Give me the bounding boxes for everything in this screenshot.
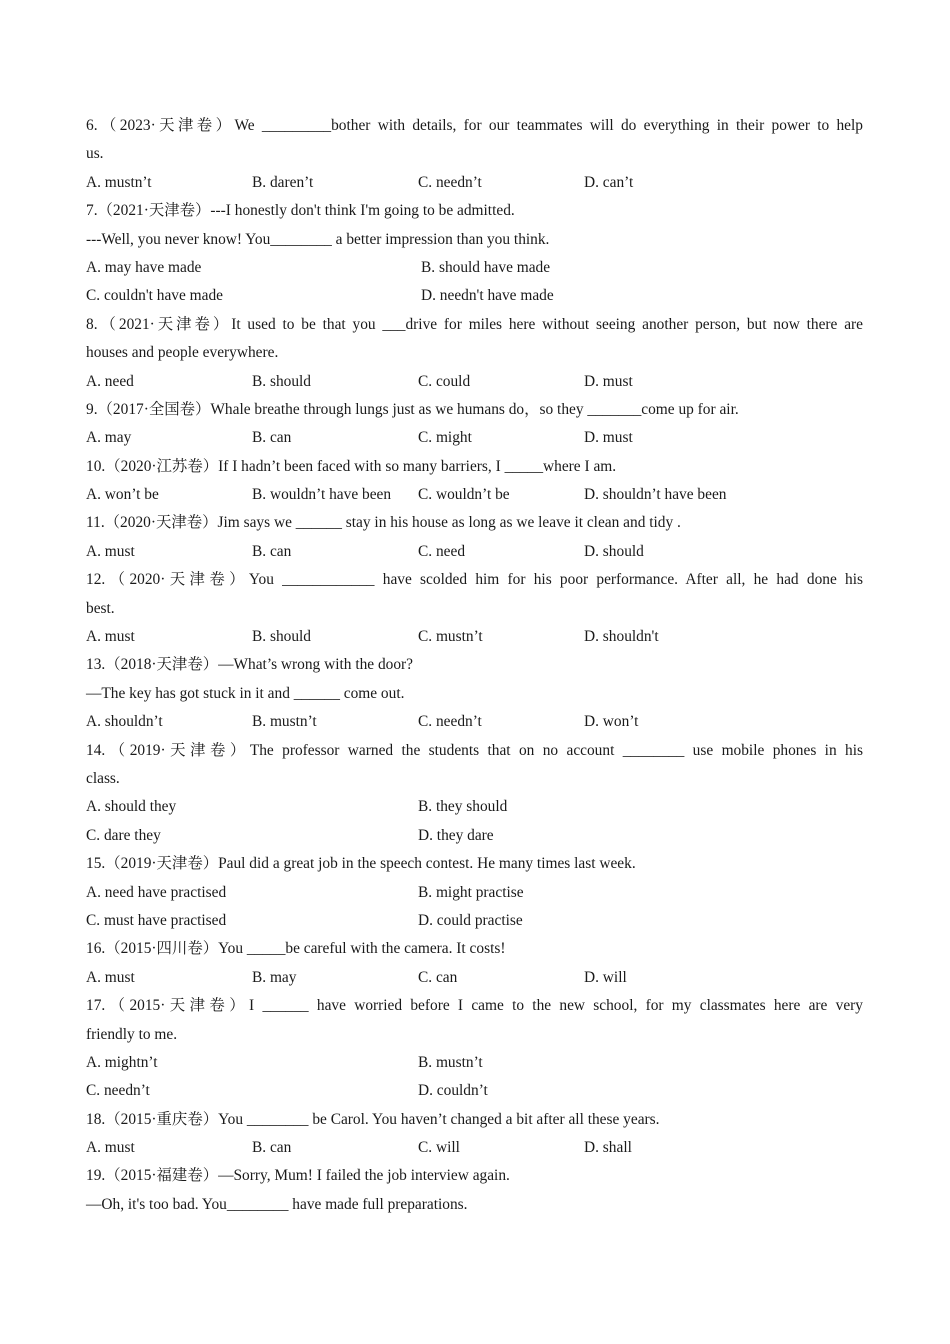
option-a: A. must — [86, 628, 135, 646]
option-d: D. shouldn’t have been — [584, 486, 727, 504]
option-a: A. won’t be — [86, 486, 159, 504]
option-c: C. dare they — [86, 826, 161, 844]
option-a: A. should they — [86, 798, 177, 816]
option-d: D. must — [584, 429, 633, 447]
question-16-stem: 16.（2015·四川卷）You _____be careful with the camera. It costs! — [86, 940, 506, 958]
question-7-options-row-1 — [86, 254, 863, 282]
question-6-stem-line-2: us. — [86, 145, 104, 163]
option-c: C. might — [418, 429, 472, 447]
question-14-stem-line-1: 14.（2019·天津卷）The professor warned the students that on no account ________ use mobile phones in his — [86, 741, 863, 759]
option-b: B. wouldn’t have been — [252, 486, 392, 504]
option-b: B. they should — [418, 798, 508, 816]
option-a: A. mightn’t — [86, 1053, 158, 1071]
option-c: C. wouldn’t be — [418, 486, 510, 504]
option-b: B. should — [252, 628, 312, 646]
question-7-stem-line-2: ---Well, you never know! You________ a better impression than you think. — [86, 230, 550, 248]
option-b: B. can — [252, 542, 292, 560]
option-a: A. need — [86, 372, 134, 390]
option-c: C. must have practised — [86, 911, 227, 929]
option-b: B. should have made — [421, 258, 551, 276]
question-sheet — [86, 112, 863, 1219]
question-18-options — [86, 1134, 863, 1162]
option-d: D. needn't have made — [421, 287, 554, 305]
option-a: A. must — [86, 968, 135, 986]
question-19-stem-line-1: 19.（2015·福建卷）—Sorry, Mum! I failed the job interview again. — [86, 1167, 510, 1185]
question-17-stem-line-2: friendly to me. — [86, 1025, 178, 1043]
question-16-options — [86, 964, 863, 992]
question-17-options-row-1 — [86, 1049, 863, 1077]
question-7-stem-line-1: 7.（2021·天津卷）---I honestly don't think I'm going to be admitted. — [86, 202, 515, 220]
question-8-stem-line-1: 8.（2021·天津卷）It used to be that you ___drive for miles here without seeing another person, but now there are — [86, 315, 863, 333]
option-c: C. can — [418, 968, 458, 986]
option-a: A. must — [86, 542, 135, 560]
question-8-options — [86, 368, 863, 396]
option-c: C. couldn't have made — [86, 287, 223, 305]
question-15-options-row-2 — [86, 907, 863, 935]
question-8-stem-line-2: houses and people everywhere. — [86, 344, 279, 362]
option-a: A. may — [86, 429, 132, 447]
option-b: B. mustn’t — [418, 1053, 483, 1071]
question-6-stem-line-1: 6.（2023·天津卷）We _________bother with details, for our teammates will do everything in their power to help — [86, 117, 863, 134]
option-d: D. could practise — [418, 911, 523, 929]
question-17-stem-line-1: 17.（2015·天津卷）I ______ have worried before I came to the new school, for my classmates here are very — [86, 997, 863, 1015]
option-a: A. shouldn’t — [86, 713, 163, 731]
option-a: A. mustn’t — [86, 173, 152, 191]
question-11-options — [86, 538, 863, 566]
option-b: B. mustn’t — [252, 713, 317, 731]
option-c: C. could — [418, 372, 471, 390]
option-d: D. won’t — [584, 713, 639, 731]
question-13-stem-line-2: —The key has got stuck in it and ______ come out. — [86, 684, 405, 702]
option-a: A. may have made — [86, 258, 202, 276]
question-9-stem: 9.（2017·全国卷）Whale breathe through lungs just as we humans do，so they _______come up for air. — [86, 400, 739, 418]
option-b: B. can — [252, 1139, 292, 1157]
question-12-stem-line-2: best. — [86, 599, 115, 617]
option-c: C. needn’t — [86, 1082, 150, 1100]
question-14-stem-line-2: class. — [86, 769, 120, 787]
question-17-options-row-2 — [86, 1077, 863, 1105]
option-b: B. may — [252, 968, 297, 986]
question-6-options — [86, 169, 863, 197]
option-d: D. shall — [584, 1139, 632, 1157]
option-a: A. must — [86, 1139, 135, 1157]
option-d: D. couldn’t — [418, 1082, 488, 1100]
question-10-stem: 10.（2020·江苏卷）If I hadn’t been faced with so many barriers, I _____where I am. — [86, 457, 617, 475]
question-15-stem: 15.（2019·天津卷）Paul did a great job in the speech contest. He many times last week. — [86, 855, 636, 873]
question-13-options — [86, 708, 863, 736]
option-d: D. will — [584, 968, 627, 986]
question-15-options-row-1 — [86, 879, 863, 907]
question-7-options-row-2 — [86, 282, 863, 310]
question-9-options — [86, 424, 863, 452]
question-10-options — [86, 481, 863, 509]
option-d: D. should — [584, 542, 644, 560]
question-12-stem-line-1: 12.（2020·天津卷）You ____________ have scolded him for his poor performance. After all, he had done his — [86, 571, 863, 589]
option-b: B. should — [252, 372, 312, 390]
question-11-stem: 11.（2020·天津卷）Jim says we ______ stay in his house as long as we leave it clean and tidy . — [86, 514, 681, 532]
option-c: C. needn’t — [418, 173, 482, 191]
option-b: B. daren’t — [252, 173, 314, 191]
question-14-options-row-1 — [86, 793, 863, 821]
option-c: C. needn’t — [418, 713, 482, 731]
option-c: C. mustn’t — [418, 628, 483, 646]
option-a: A. need have practised — [86, 883, 227, 901]
option-d: D. can’t — [584, 173, 634, 191]
question-13-stem-line-1: 13.（2018·天津卷）—What’s wrong with the door? — [86, 656, 414, 674]
question-19-stem-line-2: —Oh, it's too bad. You________ have made full preparations. — [86, 1195, 468, 1213]
option-c: C. will — [418, 1139, 460, 1157]
option-b: B. can — [252, 429, 292, 447]
question-18-stem: 18.（2015·重庆卷）You ________ be Carol. You haven’t changed a bit after all these years. — [86, 1110, 660, 1128]
option-b: B. might practise — [418, 883, 524, 901]
option-d: D. shouldn't — [584, 628, 659, 646]
option-c: C. need — [418, 542, 466, 560]
question-14-options-row-2 — [86, 822, 863, 850]
option-d: D. must — [584, 372, 633, 390]
question-12-options — [86, 623, 863, 651]
option-d: D. they dare — [418, 826, 494, 844]
